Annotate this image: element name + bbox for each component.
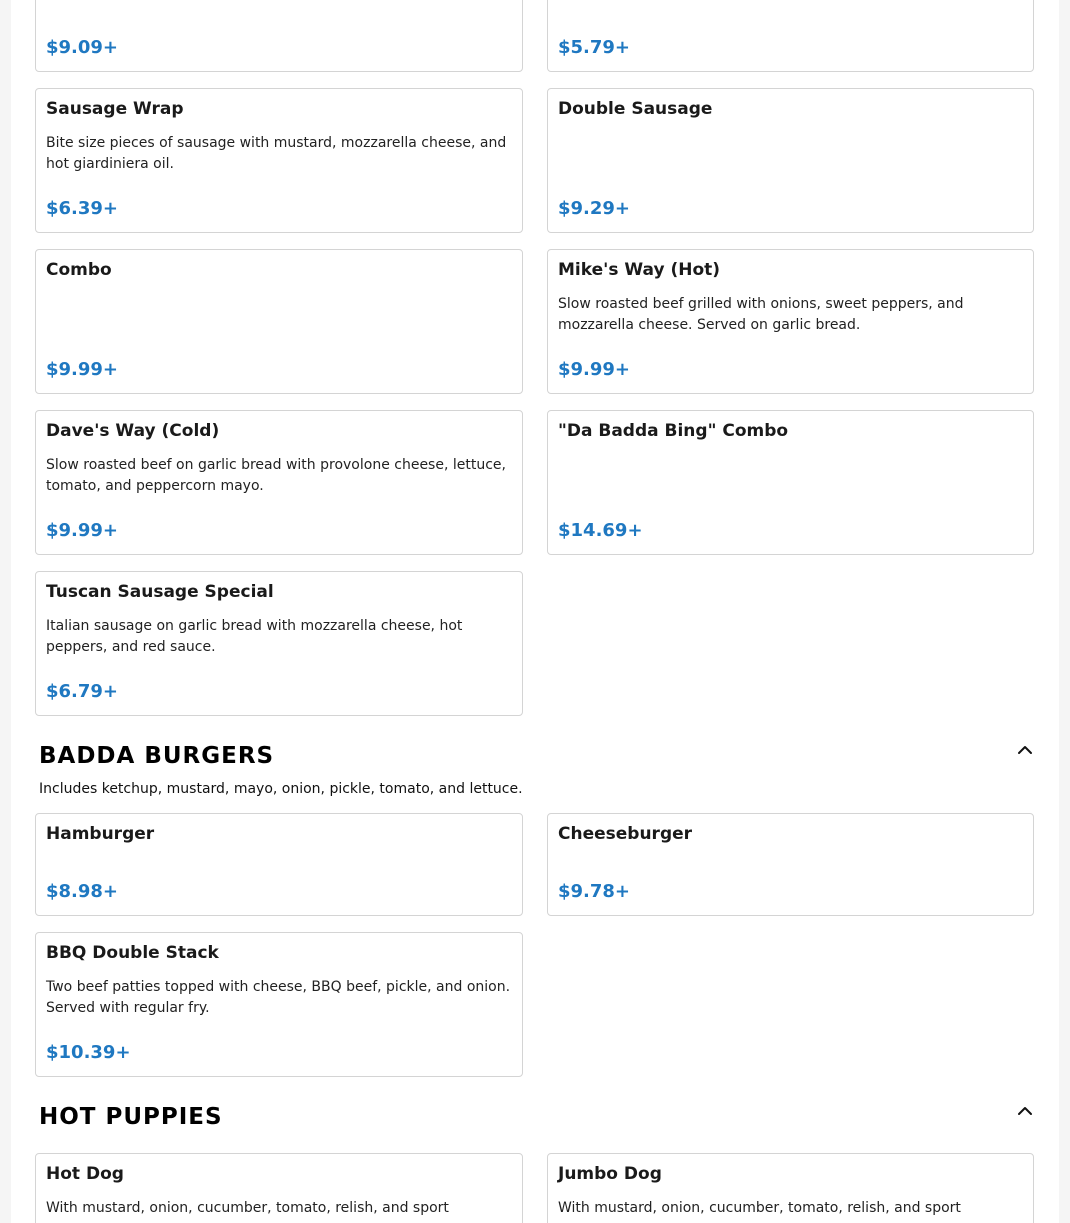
item-price: $14.69+ (558, 520, 643, 541)
menu-item-double-sausage[interactable] (547, 88, 1034, 233)
menu-item-tuscan-sausage[interactable] (35, 571, 523, 716)
menu-item-jumbo-dog[interactable] (547, 1153, 1034, 1223)
item-name: Cheeseburger (558, 824, 693, 844)
item-name: BBQ Double Stack (46, 943, 219, 963)
item-price: $8.98+ (46, 881, 119, 902)
item-name: "Da Badda Bing" Combo (558, 421, 789, 441)
menu-item-combo[interactable] (35, 249, 523, 394)
item-price: $10.39+ (46, 1042, 131, 1063)
item-description: With mustard, onion, cucumber, tomato, relish, and sport (46, 1200, 449, 1216)
item-name: Dave's Way (Cold) (46, 421, 220, 441)
chevron-up-icon[interactable] (1015, 740, 1035, 760)
item-name: Jumbo Dog (558, 1164, 662, 1184)
section-title-badda-burgers: BADDA BURGERS (39, 743, 275, 769)
menu-item-cheeseburger[interactable] (547, 813, 1034, 916)
menu-item-card[interactable] (35, 0, 523, 72)
menu-item-da-badda-bing[interactable] (547, 410, 1034, 555)
item-description: Slow roasted beef grilled with onions, sweet peppers, and mozzarella cheese. Served on garlic bread. (558, 296, 964, 333)
item-price: $6.39+ (46, 198, 119, 219)
item-description: Two beef patties topped with cheese, BBQ beef, pickle, and onion. Served with regular fry. (46, 979, 511, 1016)
chevron-up-icon[interactable] (1015, 1101, 1035, 1121)
menu-item-mikes-way[interactable] (547, 249, 1034, 394)
item-description: With mustard, onion, cucumber, tomato, relish, and sport (558, 1200, 961, 1216)
menu-item-hot-dog[interactable] (35, 1153, 523, 1223)
item-name: Mike's Way (Hot) (558, 260, 721, 280)
item-price: $9.09+ (46, 37, 119, 58)
item-price: $9.99+ (46, 359, 119, 380)
item-name: Combo (46, 260, 112, 280)
menu-page (11, 0, 1059, 1223)
menu-item-card[interactable] (547, 0, 1034, 72)
item-price: $9.29+ (558, 198, 631, 219)
item-name: Tuscan Sausage Special (46, 582, 274, 602)
menu-item-sausage-wrap[interactable] (35, 88, 523, 233)
item-description: Italian sausage on garlic bread with mozzarella cheese, hot peppers, and red sauce. (46, 618, 463, 655)
item-price: $6.79+ (46, 681, 119, 702)
item-name: Hamburger (46, 824, 155, 844)
section-note-badda-burgers: Includes ketchup, mustard, mayo, onion, pickle, tomato, and lettuce. (39, 781, 523, 797)
item-name: Sausage Wrap (46, 99, 184, 119)
item-price: $9.78+ (558, 881, 631, 902)
item-price: $5.79+ (558, 37, 631, 58)
item-name: Hot Dog (46, 1164, 124, 1184)
item-name: Double Sausage (558, 99, 713, 119)
menu-item-hamburger[interactable] (35, 813, 523, 916)
item-description: Bite size pieces of sausage with mustard, mozzarella cheese, and hot giardiniera oil. (46, 135, 507, 172)
menu-item-bbq-double-stack[interactable] (35, 932, 523, 1077)
item-price: $9.99+ (558, 359, 631, 380)
section-title-hot-puppies: HOT PUPPIES (39, 1104, 223, 1130)
item-description: Slow roasted beef on garlic bread with provolone cheese, lettuce, tomato, and peppercorn mayo. (46, 457, 506, 494)
item-price: $9.99+ (46, 520, 119, 541)
menu-item-daves-way[interactable] (35, 410, 523, 555)
